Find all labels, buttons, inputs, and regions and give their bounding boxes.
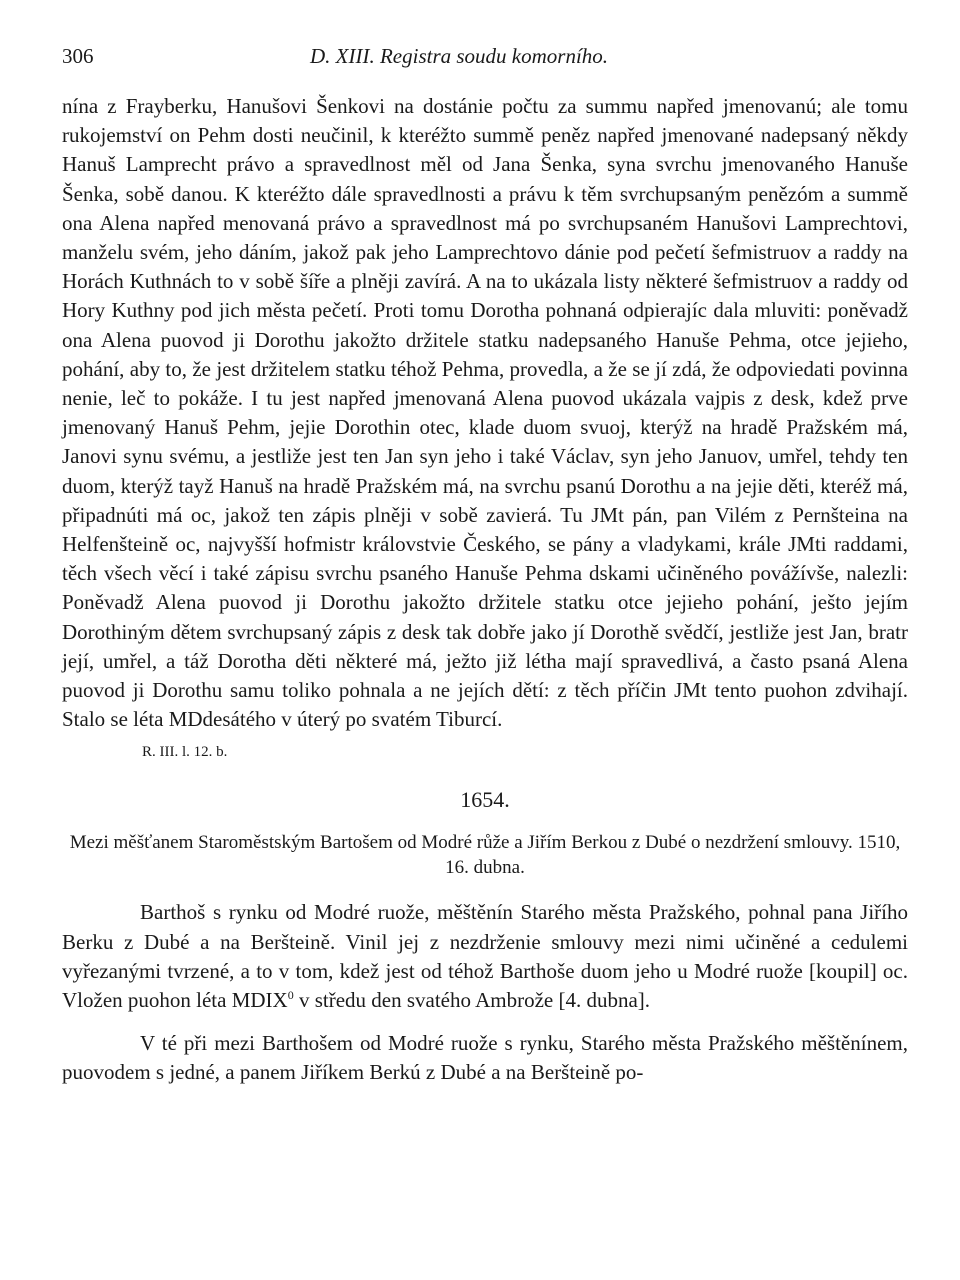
section-number: 1654.: [460, 787, 510, 813]
main-text: [62, 92, 908, 762]
section-body: [62, 898, 908, 1087]
section-paragraph-2: V té při mezi Barthošem od Modré ruože s rynku, Starého města Pražského měštěnínem, puovodem s jedné, a panem Jiříkem Berkú z Dubé a na Beršteině po-: [62, 1031, 908, 1085]
superscript-zero: 0: [287, 988, 294, 1003]
section-paragraph-1-main: Barthoš s rynku od Modré ruože, měštěnín Starého města Pražského, pohnal pana Jiřího Berku z Dubé a na Beršteině. Vinil jej z nezdrženie smlouvy mezi nimi učiněné a cedulemi vyřezanými tvrzené, a to v tom, kdež jest od téhož Barthoše duom jeho u Modré ruože [koupil] oc. Vložen puohon léta MDIX: [62, 900, 908, 1013]
section-summary: Mezi měšťanem Staroměstským Bartošem od Modré růže a Jiřím Berkou z Dubé o nezdržení smlouvy. 1510, 16. dubna.: [69, 832, 901, 879]
continued-paragraph: nína z Frayberku, Hanušovi Šenkovi na dostánie počtu za summu napřed jmenovanú; ale tomu rukojemství on Pehm dosti neučinil, k kteréžto summě peněz napřed jmenované nadepsaný někdy Hanuš Lamprecht právo a spravedlnost měl od Jana Šenka, syna svrchu jmenovaného Hanuše Šenka, sobě danou. K kteréžto dále spravedlnosti a právu k těm svrchupsaným penězóm a summě ona Alena napřed menovaná právo a spravedlnost má po svrchupsaném Hanušovi Lamprechtovi, manželu svém, jeho dáním, jakož pak jeho Lamprechtovo dánie pod pečetí šefmistruov a raddy na Horách Kuthnách to v sobě šíře a plněji zavírá. A na to ukázala listy některé šefmistruov a raddy od Hory Kuthny pod jich města pečetí. Proti tomu Dorotha pohnaná odpierajíc dala mluviti: poněvadž ona Alena puovod ji Dorothu jakožto držitele statku nadepsaného Hanuše Pehma, otce jejieho, pohání, aby to, že jest držitelem statku téhož Pehma, provedla, a že se jí zdá, že odpoviedati povinna nenie, leč to pokáže. I tu jest napřed jmenovaná Alena puovod ukázala vajpis z desk, kdež prve jmenovaný Hanuš Pehm, jejie Dorothin otec, klade duom svuoj, kterýž na hradě Pražském má, Janovi synu svému, a jestliže jest ten Jan syn jeho i také Václav, syn jeho Januov, umřel, tehdy ten duom, kterýž tayž Hanuš na hradě Pražském má, na svrchu psanú Dorothu a na jejie děti, kteréž má, připadnúti má oc, jakož ten zápis plněji v sobě zavierá. Tu JMt pán, pan Vilém z Pernšteina na Helfenšteině oc, najvyšší hofmistr královstvie Českého, se pány a vladykami, krále JMti raddami, těch všech věcí i také zápisu svrchu psaného Hanuše Pehma dskami učiněného povážívše, nalezli: Poněvadž Alena puovod ji Dorothu jakožto držitele statku otce jejieho pohání, ješto jejím Dorothiným dětem svrchupsaný zápis z desk tak dobře jako jí Dorothě svědčí, jestliže jest Jan, bratr její, umřel, a táž Dorotha děti některé má, ježto již létha mají spravedlivá, a často psaná Alena puovod ji Dorothu samu toliko pohnala a ne jejích dětí: z těch příčin JMt tento puohon zdvihají. Stalo se léta MDdesátého v úterý po svatém Tiburcí.: [62, 94, 908, 732]
document-page: [62, 40, 908, 1088]
archival-citation: R. III. l. 12. b.: [142, 744, 228, 761]
section-paragraph-1: [62, 898, 908, 1015]
section-paragraph-1-tail: v středu den svatého Ambrože [4. dubna].: [293, 988, 651, 1013]
running-head: [62, 40, 908, 76]
running-title: D. XIII. Registra soudu komorního.: [310, 44, 609, 68]
page-number: 306: [62, 44, 94, 68]
